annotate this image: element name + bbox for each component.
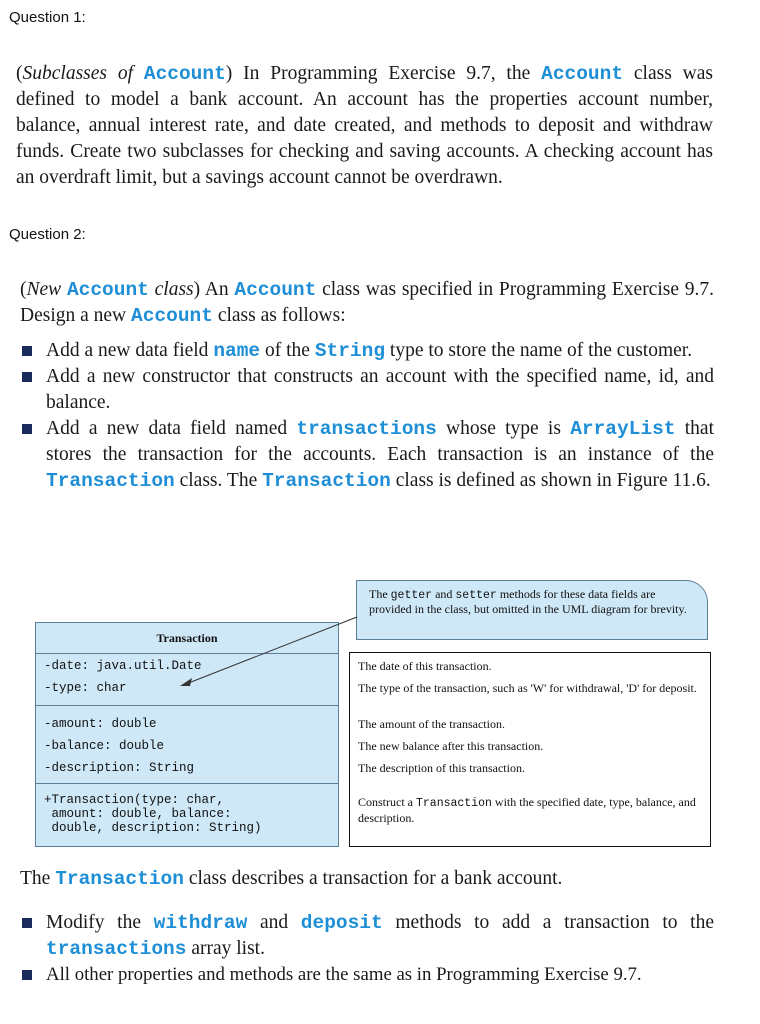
list-item: Add a new constructor that constructs an account with the specified name, id, and balance. xyxy=(22,364,714,416)
uml-field: -type: char xyxy=(44,681,127,695)
uml-description: The new balance after this transaction. xyxy=(358,739,544,753)
uml-description: Construct a Transaction with the specified date, type, balance, and description. xyxy=(358,795,696,825)
question-2-heading: Question 2: xyxy=(9,226,86,243)
uml-description: The date of this transaction. xyxy=(358,659,492,673)
uml-constructor: double, description: String) xyxy=(44,821,262,835)
bullet-square xyxy=(22,918,32,928)
list-item: Add a new data field named transactions whose type is ArrayList that stores the transaction for the accounts. Each transaction is an instance of the Transaction class. The Transaction class is defined as shown in Figure 11.6. xyxy=(22,416,714,494)
list-item: Modify the withdraw and deposit methods to add a transaction to the transactions array list. xyxy=(22,910,714,962)
uml-constructor: amount: double, balance: xyxy=(44,807,232,821)
uml-field: -description: String xyxy=(44,761,195,775)
uml-description: The amount of the transaction. xyxy=(358,717,505,731)
uml-note-callout: The getter and setter methods for these data fields are provided in the class, but omitted in the UML diagram for brevity. xyxy=(356,580,708,640)
bullet-square xyxy=(22,970,32,980)
uml-field: -amount: double xyxy=(44,717,157,731)
uml-constructor: +Transaction(type: char, xyxy=(44,793,225,807)
question-1-heading: Question 1: xyxy=(9,9,86,26)
list-item: All other properties and methods are the same as in Programming Exercise 9.7. xyxy=(22,962,714,988)
uml-description: The description of this transaction. xyxy=(358,761,525,775)
final-bullets xyxy=(22,910,714,988)
list-item: Add a new data field name of the String type to store the name of the customer. xyxy=(22,338,714,364)
uml-class-name: Transaction xyxy=(36,623,338,654)
transaction-summary: The Transaction class describes a transaction for a bank account. xyxy=(20,868,563,890)
uml-field: -balance: double xyxy=(44,739,165,753)
arrowhead-icon xyxy=(180,678,192,686)
question-2-intro: (New Account class) An Account class was specified in Programming Exercise 9.7. Design a new Account class as follows: xyxy=(20,279,715,327)
uml-field: -date: java.util.Date xyxy=(44,659,202,673)
question-1-text: (Subclasses of Account) In Programming Exercise 9.7, the Account class was defined to model a bank account. An account has the properties account number, balance, annual interest rate, and date created, and methods to deposit and withdraw funds. Create two subclasses for checking and saving accounts. A checking account has an overdraft limit, but a savings account cannot be overdrawn. xyxy=(16,63,713,188)
uml-description: The type of the transaction, such as 'W' for withdrawal, 'D' for deposit. xyxy=(358,681,697,695)
